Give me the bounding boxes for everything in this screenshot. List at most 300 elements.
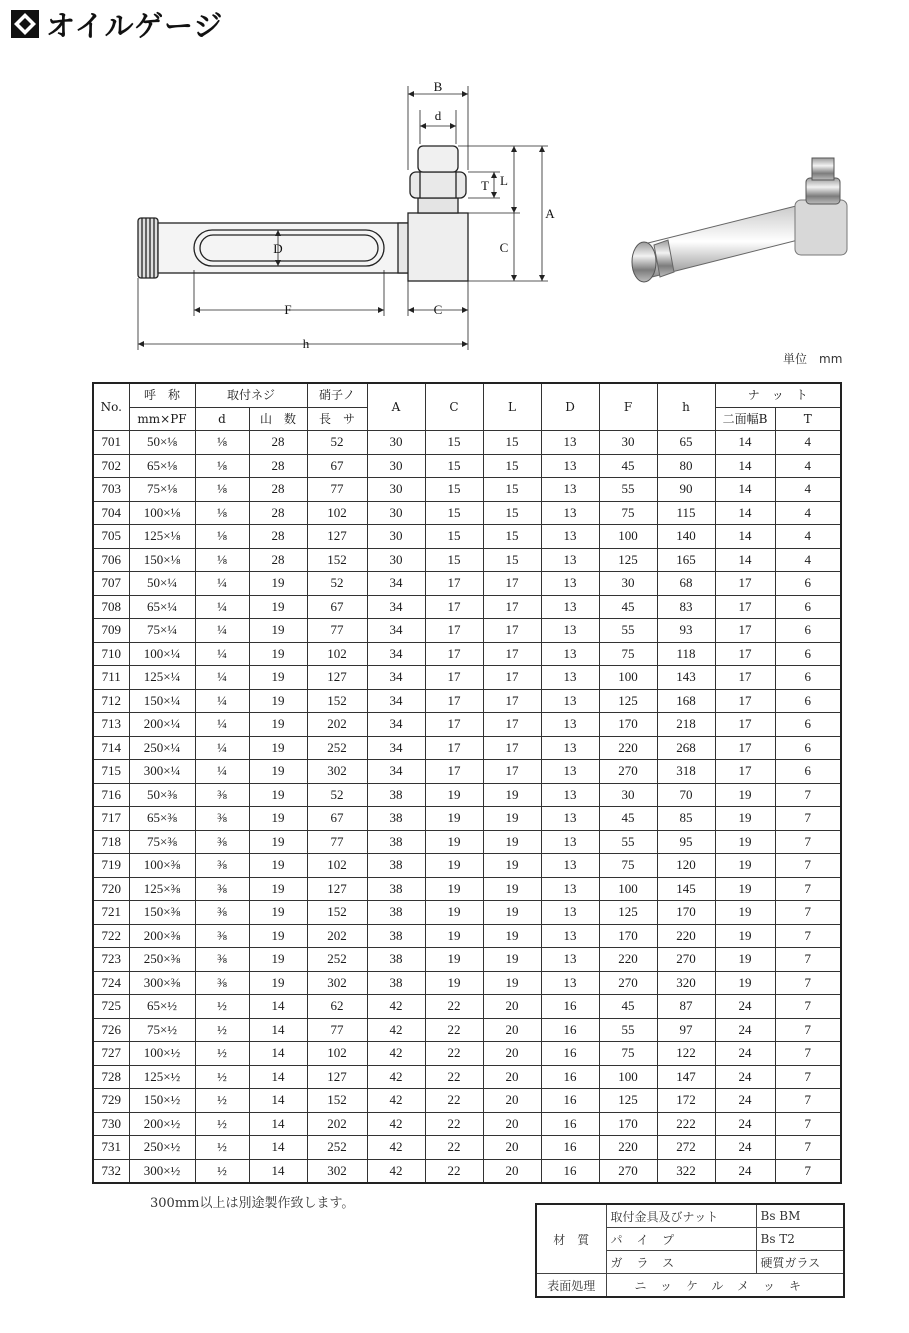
table-cell: ⅜ [195, 971, 249, 995]
table-cell: 125×½ [129, 1065, 195, 1089]
table-cell: 19 [715, 877, 775, 901]
table-cell: 17 [425, 572, 483, 596]
table-row [93, 713, 841, 737]
table-cell: 14 [249, 1018, 307, 1042]
table-cell: 19 [483, 783, 541, 807]
table-cell: 100×⅜ [129, 854, 195, 878]
cell-no: 709 [93, 619, 129, 643]
table-cell: 30 [367, 431, 425, 455]
table-cell: 7 [775, 1159, 841, 1183]
table-cell: 168 [657, 689, 715, 713]
table-cell: 93 [657, 619, 715, 643]
cell-no: 724 [93, 971, 129, 995]
cell-no: 719 [93, 854, 129, 878]
table-cell: ¼ [195, 736, 249, 760]
table-cell: 125 [599, 548, 657, 572]
product-photo [620, 150, 860, 300]
table-cell: 6 [775, 595, 841, 619]
table-row [93, 1112, 841, 1136]
table-cell: 14 [249, 1136, 307, 1160]
table-cell: 150×⅜ [129, 901, 195, 925]
table-cell: 4 [775, 501, 841, 525]
table-cell: 95 [657, 830, 715, 854]
table-cell: 6 [775, 642, 841, 666]
table-cell: 24 [715, 1136, 775, 1160]
table-cell: ⅜ [195, 807, 249, 831]
header-h: h [657, 383, 715, 431]
table-cell: 13 [541, 807, 599, 831]
table-cell: 218 [657, 713, 715, 737]
cell-no: 708 [93, 595, 129, 619]
table-cell: 16 [541, 1018, 599, 1042]
table-cell: 19 [425, 948, 483, 972]
material-value: Bs T2 [756, 1228, 844, 1251]
table-cell: 17 [715, 666, 775, 690]
table-cell: 38 [367, 783, 425, 807]
table-cell: 28 [249, 525, 307, 549]
header-glass-top: 硝子ノ [307, 383, 367, 407]
material-part: ガラス [606, 1251, 756, 1274]
table-cell: 145 [657, 877, 715, 901]
table-cell: 19 [483, 877, 541, 901]
table-cell: 14 [715, 501, 775, 525]
oil-gauge-diagram [128, 80, 558, 360]
table-cell: 125 [599, 1089, 657, 1113]
table-cell: ¼ [195, 689, 249, 713]
header-nominal-top: 呼 称 [129, 383, 195, 407]
table-cell: 75 [599, 501, 657, 525]
table-cell: 30 [599, 783, 657, 807]
table-cell: ⅛ [195, 454, 249, 478]
table-cell: 120 [657, 854, 715, 878]
cell-no: 710 [93, 642, 129, 666]
material-row [536, 1204, 844, 1228]
table-cell: 19 [249, 736, 307, 760]
table-cell: 42 [367, 1136, 425, 1160]
custom-order-note: 300mm以上は別途製作致します。 [150, 1196, 355, 1211]
table-cell: 14 [249, 1065, 307, 1089]
table-cell: 7 [775, 877, 841, 901]
table-cell: 100 [599, 877, 657, 901]
cell-no: 725 [93, 995, 129, 1019]
table-cell: 19 [249, 807, 307, 831]
table-cell: 7 [775, 783, 841, 807]
table-cell: 14 [715, 525, 775, 549]
table-cell: 4 [775, 525, 841, 549]
table-cell: 52 [307, 572, 367, 596]
table-row [93, 854, 841, 878]
dim-label-L: L [500, 173, 508, 188]
table-cell: 17 [715, 736, 775, 760]
table-cell: 19 [249, 760, 307, 784]
table-cell: 13 [541, 924, 599, 948]
page-header [10, 4, 223, 44]
table-cell: 127 [307, 666, 367, 690]
table-cell: 38 [367, 948, 425, 972]
diamond-square-icon [10, 9, 40, 39]
table-cell: 19 [483, 948, 541, 972]
table-cell: 30 [367, 454, 425, 478]
table-cell: 14 [249, 1112, 307, 1136]
table-cell: 55 [599, 478, 657, 502]
table-row [93, 525, 841, 549]
table-cell: 22 [425, 1136, 483, 1160]
table-cell: ⅜ [195, 854, 249, 878]
table-cell: 172 [657, 1089, 715, 1113]
material-part: 取付金具及びナット [606, 1204, 756, 1228]
cell-no: 732 [93, 1159, 129, 1183]
cell-no: 726 [93, 1018, 129, 1042]
table-cell: 7 [775, 1112, 841, 1136]
table-cell: 17 [483, 689, 541, 713]
table-cell: 24 [715, 1042, 775, 1066]
table-cell: 152 [307, 689, 367, 713]
table-cell: 20 [483, 1018, 541, 1042]
table-cell: 300×½ [129, 1159, 195, 1183]
table-cell: 67 [307, 807, 367, 831]
table-cell: 19 [483, 971, 541, 995]
table-cell: 17 [425, 689, 483, 713]
header-A: A [367, 383, 425, 431]
table-cell: 15 [425, 548, 483, 572]
table-row [93, 948, 841, 972]
table-cell: 19 [715, 830, 775, 854]
table-cell: ½ [195, 1112, 249, 1136]
table-cell: 19 [249, 689, 307, 713]
table-cell: ⅜ [195, 901, 249, 925]
cell-no: 701 [93, 431, 129, 455]
table-cell: 14 [249, 1159, 307, 1183]
table-cell: 115 [657, 501, 715, 525]
table-cell: 17 [483, 736, 541, 760]
material-part: パイプ [606, 1228, 756, 1251]
cell-no: 721 [93, 901, 129, 925]
table-cell: 34 [367, 760, 425, 784]
table-cell: 65×¼ [129, 595, 195, 619]
table-cell: 55 [599, 619, 657, 643]
table-cell: 13 [541, 854, 599, 878]
table-row [93, 971, 841, 995]
cell-no: 728 [93, 1065, 129, 1089]
table-cell: 122 [657, 1042, 715, 1066]
table-cell: 13 [541, 478, 599, 502]
table-row [93, 1089, 841, 1113]
table-cell: 19 [715, 807, 775, 831]
cell-no: 716 [93, 783, 129, 807]
table-cell: 15 [425, 478, 483, 502]
table-cell: 4 [775, 454, 841, 478]
page-title: オイルゲージ [46, 8, 224, 43]
table-cell: ¼ [195, 666, 249, 690]
table-cell: 320 [657, 971, 715, 995]
table-cell: 19 [249, 572, 307, 596]
table-cell: 17 [483, 595, 541, 619]
table-cell: 19 [425, 830, 483, 854]
table-cell: 38 [367, 807, 425, 831]
table-cell: 13 [541, 642, 599, 666]
table-cell: 24 [715, 1159, 775, 1183]
table-cell: 7 [775, 807, 841, 831]
table-cell: 19 [715, 948, 775, 972]
table-cell: 22 [425, 1065, 483, 1089]
table-cell: 13 [541, 971, 599, 995]
table-cell: ⅜ [195, 877, 249, 901]
table-cell: 17 [425, 642, 483, 666]
table-cell: ⅛ [195, 501, 249, 525]
table-cell: 13 [541, 572, 599, 596]
table-cell: 13 [541, 525, 599, 549]
header-C: C [425, 383, 483, 431]
table-cell: 6 [775, 666, 841, 690]
table-cell: 15 [483, 478, 541, 502]
table-cell: 7 [775, 1136, 841, 1160]
table-cell: 30 [367, 478, 425, 502]
table-cell: 268 [657, 736, 715, 760]
table-cell: 220 [599, 736, 657, 760]
table-cell: 90 [657, 478, 715, 502]
header-glass-bottom: 長 サ [307, 407, 367, 431]
table-cell: 65×⅜ [129, 807, 195, 831]
table-cell: 42 [367, 1018, 425, 1042]
table-cell: 42 [367, 1112, 425, 1136]
table-row [93, 783, 841, 807]
table-cell: 322 [657, 1159, 715, 1183]
table-cell: 17 [425, 595, 483, 619]
table-cell: 24 [715, 1018, 775, 1042]
table-cell: ¼ [195, 713, 249, 737]
table-cell: 100×⅛ [129, 501, 195, 525]
table-cell: 20 [483, 995, 541, 1019]
table-row [93, 666, 841, 690]
table-row [93, 572, 841, 596]
table-cell: 17 [715, 642, 775, 666]
table-cell: 97 [657, 1018, 715, 1042]
table-cell: ½ [195, 1159, 249, 1183]
table-cell: 7 [775, 948, 841, 972]
table-cell: ¼ [195, 595, 249, 619]
table-cell: 14 [715, 431, 775, 455]
table-cell: 38 [367, 877, 425, 901]
table-cell: 4 [775, 431, 841, 455]
table-cell: 30 [599, 431, 657, 455]
table-cell: 19 [715, 971, 775, 995]
table-cell: 143 [657, 666, 715, 690]
unit-label: 単位 mm [783, 352, 843, 366]
table-cell: 45 [599, 454, 657, 478]
table-cell: ½ [195, 1042, 249, 1066]
table-cell: 7 [775, 830, 841, 854]
table-cell: 13 [541, 901, 599, 925]
cell-no: 723 [93, 948, 129, 972]
table-cell: 14 [715, 548, 775, 572]
table-cell: 14 [715, 478, 775, 502]
table-cell: ⅜ [195, 924, 249, 948]
table-cell: 30 [367, 501, 425, 525]
table-cell: 125×⅛ [129, 525, 195, 549]
table-cell: 15 [425, 525, 483, 549]
header-nominal-bottom: mm×PF [129, 407, 195, 431]
table-row [93, 807, 841, 831]
table-cell: 13 [541, 877, 599, 901]
table-cell: 13 [541, 689, 599, 713]
table-cell: 220 [599, 1136, 657, 1160]
cell-no: 712 [93, 689, 129, 713]
table-cell: 19 [425, 971, 483, 995]
table-cell: 17 [425, 713, 483, 737]
table-cell: 22 [425, 1042, 483, 1066]
cell-no: 702 [93, 454, 129, 478]
table-cell: 16 [541, 1159, 599, 1183]
table-cell: 20 [483, 1042, 541, 1066]
table-cell: 222 [657, 1112, 715, 1136]
table-cell: 19 [715, 924, 775, 948]
table-cell: 202 [307, 924, 367, 948]
table-cell: 22 [425, 1018, 483, 1042]
table-cell: 17 [425, 619, 483, 643]
table-cell: 6 [775, 572, 841, 596]
table-cell: 300×¼ [129, 760, 195, 784]
table-cell: 6 [775, 619, 841, 643]
table-cell: 50×⅜ [129, 783, 195, 807]
table-cell: 42 [367, 1159, 425, 1183]
table-cell: 17 [715, 689, 775, 713]
cell-no: 731 [93, 1136, 129, 1160]
table-cell: ⅛ [195, 478, 249, 502]
table-cell: 252 [307, 736, 367, 760]
table-cell: 19 [425, 854, 483, 878]
table-cell: 270 [599, 760, 657, 784]
table-cell: 13 [541, 595, 599, 619]
table-cell: 30 [599, 572, 657, 596]
table-cell: 200×¼ [129, 713, 195, 737]
table-cell: 150×⅛ [129, 548, 195, 572]
table-cell: 19 [249, 854, 307, 878]
table-cell: 19 [425, 807, 483, 831]
table-cell: 7 [775, 854, 841, 878]
table-cell: 17 [483, 666, 541, 690]
table-cell: 70 [657, 783, 715, 807]
table-cell: 202 [307, 1112, 367, 1136]
table-cell: 55 [599, 830, 657, 854]
table-cell: 17 [425, 760, 483, 784]
table-cell: 100×¼ [129, 642, 195, 666]
table-cell: 100 [599, 1065, 657, 1089]
cell-no: 713 [93, 713, 129, 737]
table-cell: 28 [249, 548, 307, 572]
table-cell: 125 [599, 689, 657, 713]
table-row [93, 478, 841, 502]
table-cell: 170 [657, 901, 715, 925]
table-cell: 19 [249, 642, 307, 666]
spec-table-body [93, 431, 841, 1184]
table-cell: 42 [367, 1042, 425, 1066]
table-cell: 152 [307, 1089, 367, 1113]
cell-no: 714 [93, 736, 129, 760]
cell-no: 727 [93, 1042, 129, 1066]
table-cell: 83 [657, 595, 715, 619]
table-cell: 75 [599, 642, 657, 666]
table-cell: 42 [367, 995, 425, 1019]
table-cell: 252 [307, 948, 367, 972]
table-cell: 13 [541, 713, 599, 737]
table-cell: 77 [307, 830, 367, 854]
table-cell: ¼ [195, 760, 249, 784]
table-cell: 34 [367, 713, 425, 737]
table-cell: 17 [483, 619, 541, 643]
table-cell: 28 [249, 431, 307, 455]
table-cell: 7 [775, 1018, 841, 1042]
table-cell: 7 [775, 1065, 841, 1089]
header-F: F [599, 383, 657, 431]
table-cell: 19 [425, 783, 483, 807]
table-cell: 24 [715, 1065, 775, 1089]
table-cell: 17 [715, 713, 775, 737]
table-cell: ⅜ [195, 830, 249, 854]
table-cell: 14 [715, 454, 775, 478]
table-cell: 200×⅜ [129, 924, 195, 948]
cell-no: 715 [93, 760, 129, 784]
table-cell: 13 [541, 783, 599, 807]
table-cell: 75×⅜ [129, 830, 195, 854]
table-cell: 19 [249, 901, 307, 925]
table-cell: ⅛ [195, 431, 249, 455]
table-cell: 17 [715, 619, 775, 643]
table-cell: 15 [483, 454, 541, 478]
table-cell: 34 [367, 689, 425, 713]
table-cell: 45 [599, 807, 657, 831]
cell-no: 730 [93, 1112, 129, 1136]
table-cell: 45 [599, 995, 657, 1019]
table-cell: 170 [599, 924, 657, 948]
table-cell: 28 [249, 454, 307, 478]
table-cell: 170 [599, 1112, 657, 1136]
table-cell: 19 [483, 807, 541, 831]
table-cell: 19 [715, 783, 775, 807]
table-cell: 125×¼ [129, 666, 195, 690]
dim-label-A: A [545, 206, 555, 221]
table-cell: 16 [541, 1065, 599, 1089]
table-cell: 200×½ [129, 1112, 195, 1136]
table-cell: 165 [657, 548, 715, 572]
table-row [93, 501, 841, 525]
table-cell: 22 [425, 1089, 483, 1113]
table-cell: 17 [425, 736, 483, 760]
table-cell: 65 [657, 431, 715, 455]
table-cell: 65×½ [129, 995, 195, 1019]
table-cell: 75×½ [129, 1018, 195, 1042]
cell-no: 720 [93, 877, 129, 901]
table-cell: 50×⅛ [129, 431, 195, 455]
table-cell: 28 [249, 501, 307, 525]
table-cell: 302 [307, 971, 367, 995]
cell-no: 711 [93, 666, 129, 690]
table-cell: 302 [307, 760, 367, 784]
table-row [93, 760, 841, 784]
table-cell: 19 [425, 877, 483, 901]
table-cell: 30 [367, 525, 425, 549]
table-cell: 16 [541, 995, 599, 1019]
table-cell: ½ [195, 1136, 249, 1160]
table-cell: 22 [425, 1159, 483, 1183]
table-cell: 19 [249, 783, 307, 807]
table-cell: ½ [195, 1065, 249, 1089]
table-cell: 220 [657, 924, 715, 948]
material-label: 材 質 [536, 1204, 606, 1274]
cell-no: 729 [93, 1089, 129, 1113]
table-cell: 19 [715, 901, 775, 925]
table-cell: 75×¼ [129, 619, 195, 643]
table-cell: 68 [657, 572, 715, 596]
